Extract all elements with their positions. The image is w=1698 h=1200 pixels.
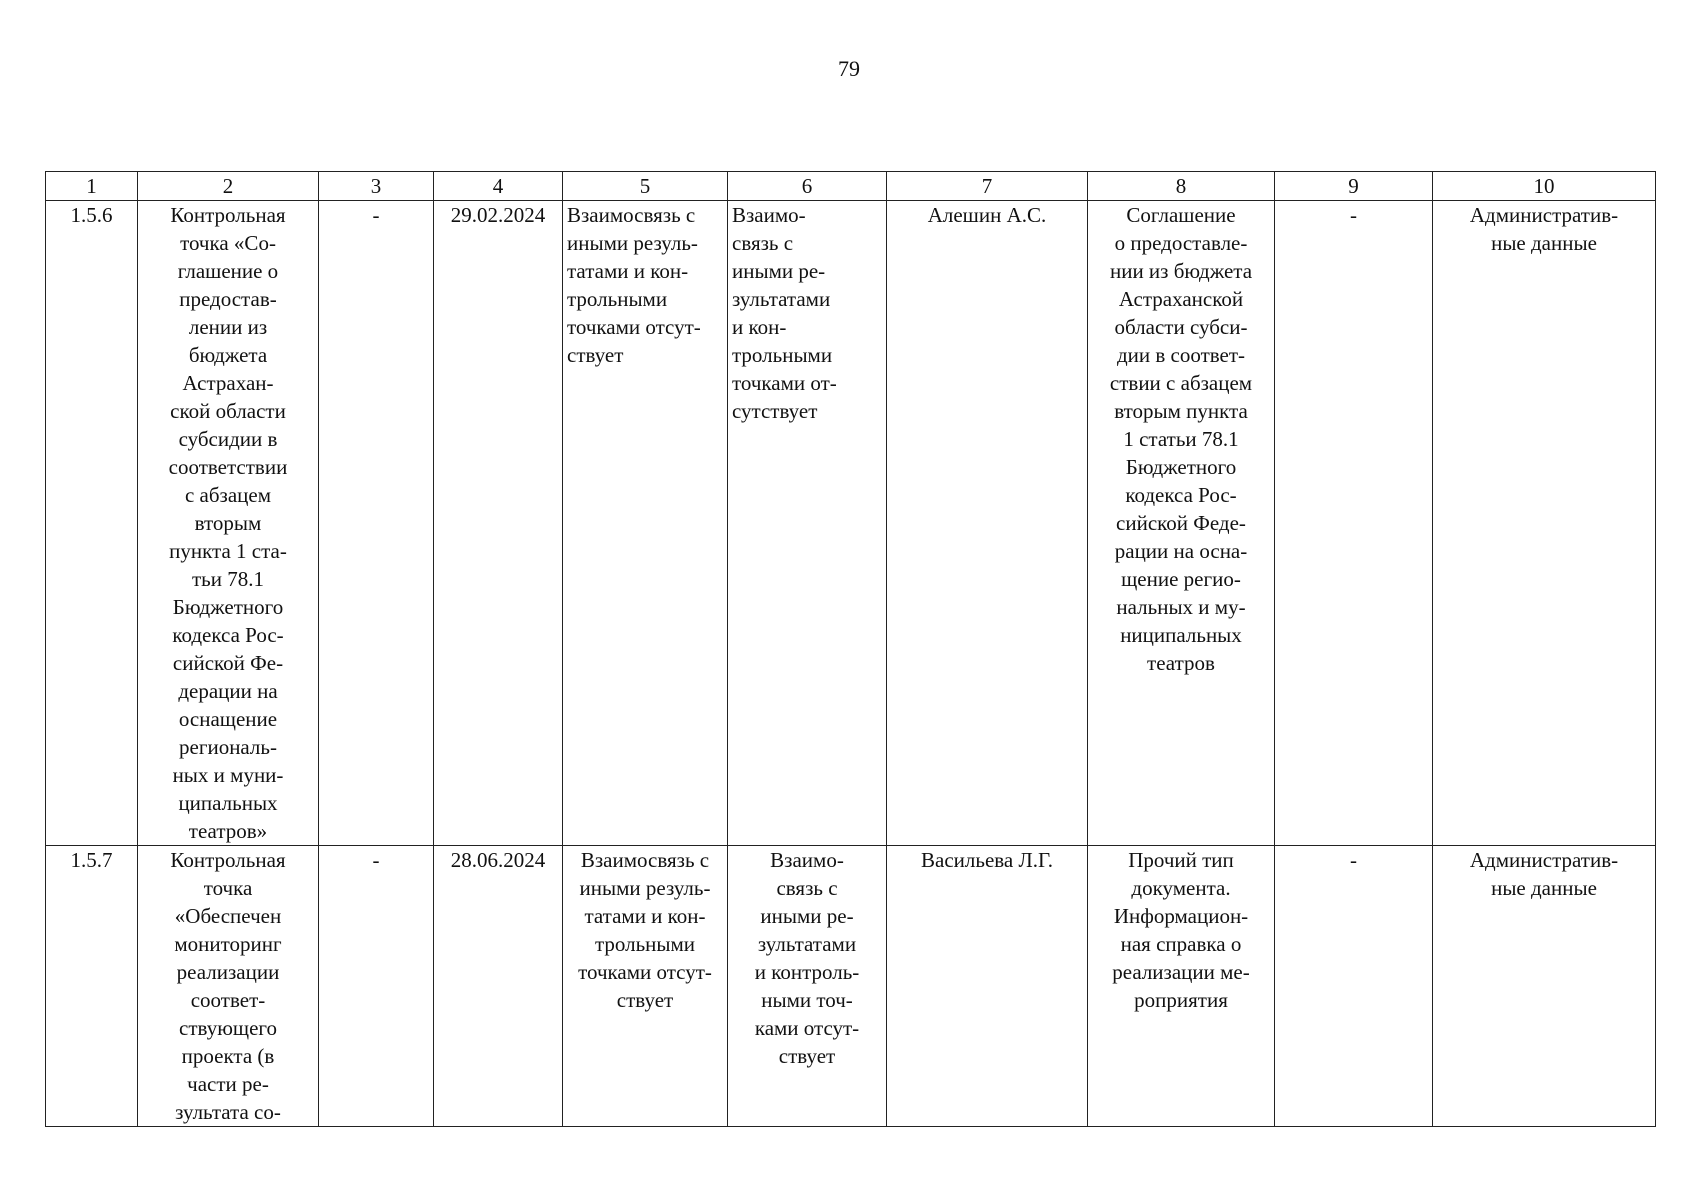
responsible-person: Васильева Л.Г.	[887, 846, 1088, 1127]
document-type: Прочий тип документа. Информацион- ная справка о реализации ме- роприятия	[1088, 846, 1275, 1127]
table-row	[46, 201, 1656, 846]
row-id: 1.5.6	[46, 201, 138, 846]
link-with-results: Взаимосвязь с иными резуль- татами и кон- трольными точками отсут- ствует	[563, 846, 728, 1127]
data-source: Административ- ные данные	[1433, 201, 1656, 846]
row-id: 1.5.7	[46, 846, 138, 1127]
column-header-6: 6	[728, 172, 887, 201]
link-with-control-points: Взаимо- связь с иными ре- зультатами и кон- трольными точками от- сутствует	[728, 201, 887, 846]
column-header-10: 10	[1433, 172, 1656, 201]
column-3-value: -	[319, 201, 434, 846]
column-header-4: 4	[434, 172, 563, 201]
column-header-1: 1	[46, 172, 138, 201]
document-type: Соглашение о предоставле- нии из бюджета Астраханской области субси- дии в соответ- ствии с абзацем вторым пункта 1 статьи 78.1 Бюджетного кодекса Рос- сийской Феде- рации на осна- щение регио- нальных и му- ниципальных театров	[1088, 201, 1275, 846]
column-9-value: -	[1275, 846, 1433, 1127]
link-with-control-points: Взаимо- связь с иными ре- зультатами и контроль- ными точ- ками отсут- ствует	[728, 846, 887, 1127]
column-9-value: -	[1275, 201, 1433, 846]
column-header-8: 8	[1088, 172, 1275, 201]
header-row	[46, 172, 1656, 201]
column-header-9: 9	[1275, 172, 1433, 201]
data-source: Административ- ные данные	[1433, 846, 1656, 1127]
column-header-5: 5	[563, 172, 728, 201]
control-point-name: Контрольная точка «Со- глашение о предостав- лении из бюджета Астрахан- ской области субсидии в соответствии с абзацем вторым пункта 1 ста- тьи 78.1 Бюджетного кодекса Рос- сийской Фе- дерации на оснащение региональ- ных и муни- ципальных театров»	[138, 201, 319, 846]
column-header-7: 7	[887, 172, 1088, 201]
responsible-person: Алешин А.С.	[887, 201, 1088, 846]
column-header-2: 2	[138, 172, 319, 201]
table-row	[46, 846, 1656, 1127]
page-number: 79	[838, 56, 860, 81]
link-with-results: Взаимосвязь с иными резуль- татами и кон- трольными точками отсут- ствует	[563, 201, 728, 846]
due-date: 28.06.2024	[434, 846, 563, 1127]
column-header-3: 3	[319, 172, 434, 201]
due-date: 29.02.2024	[434, 201, 563, 846]
control-point-name: Контрольная точка «Обеспечен мониторинг реализации соответ- ствующего проекта (в части ре- зультата со-	[138, 846, 319, 1127]
column-3-value: -	[319, 846, 434, 1127]
control-points-table	[45, 171, 1656, 1127]
